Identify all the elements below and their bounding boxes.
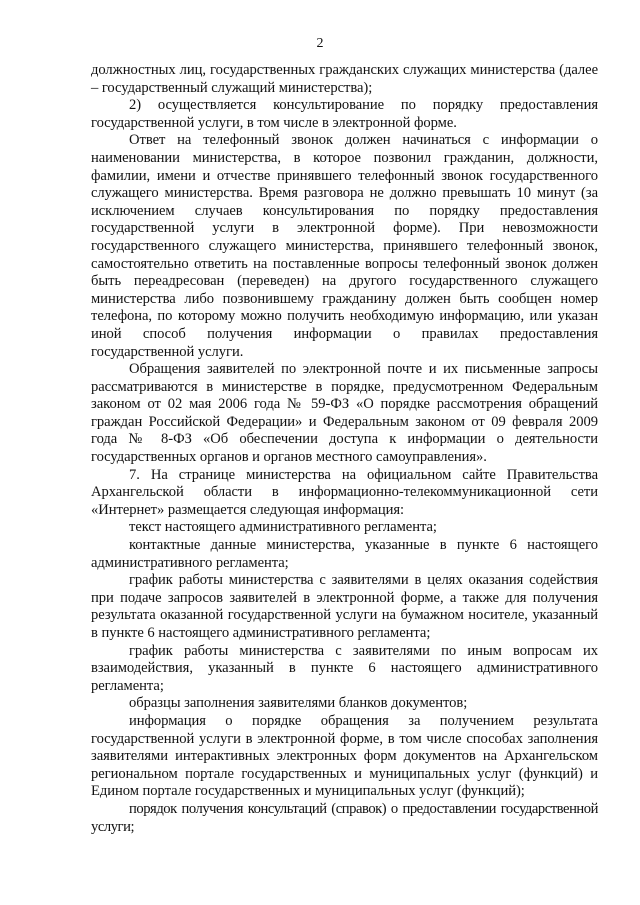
list-item-contact-data: контактные данные министерства, указанные в пункте 6 настоящего административного регламента; bbox=[91, 537, 598, 571]
list-item-form-samples: образцы заполнения заявителями бланков документов; bbox=[129, 695, 468, 712]
list-item-electronic-procedure: информация о порядке обращения за получением результата государственной услуги в электронной форме, в том числе способах заполнения заявителями интерактивных электронных форм документов на Архангельском региональном портале государственных и муниципальных услуг (функций) и Едином портале государственных и муниципальных услуг (функций); bbox=[91, 712, 598, 800]
paragraph-email-requests: Обращения заявителей по электронной почте и их письменные запросы рассматриваются в министерстве в порядке, предусмотренном Федеральным законом от 02 мая 2006 года № 59-ФЗ «О порядке рассмотрения обращений граждан Российской Федерации» и Федеральным законом от 09 февраля 2009 года № 8-ФЗ «Об обеспечении доступа к информации о деятельности государственных органов и органов местного самоуправления». bbox=[91, 361, 598, 466]
paragraph-consultation: 2) осуществляется консультирование по порядку предоставления государственной услуги, в том числе в электронной форме. bbox=[91, 97, 598, 131]
list-item-regulation-text: текст настоящего административного регламента; bbox=[129, 519, 437, 536]
paragraph-phone-call-rules: Ответ на телефонный звонок должен начинаться с информации о наименовании министерства, в которое позвонил гражданин, должности, фамилии, имени и отчестве принявшего телефонный звонок государственного служащего министерства. Время разговора не должно превышать 10 минут (за исключением случаев консультирования по порядку предоставления государственной услуги в электронной форме). При невозможности государственного служащего министерства, принявшего телефонный звонок, самостоятельно ответить на поставленные вопросы телефонный звонок должен быть переадресован (переведен) на другого государственного служащего министерства либо позвонившему гражданину должен быть сообщен номер телефона, по которому можно получить необходимую информацию, или указан иной способ получения информации о правилах предоставления государственной услуги. bbox=[91, 132, 598, 360]
paragraph-officials-continuation: должностных лиц, государственных гражданских служащих министерства (далее – государственный служащий министерства); bbox=[91, 62, 598, 96]
list-item-schedule-other: график работы министерства с заявителями по иным вопросам их взаимодействия, указанный в пункте 6 настоящего административного регламента; bbox=[91, 642, 598, 694]
paragraph-item-7-intro: 7. На странице министерства на официальном сайте Правительства Архангельской области в информационно-телекоммуникационной сети «Интернет» размещается следующая информация: bbox=[91, 466, 598, 518]
list-item-consultation-procedure: порядок получения консультаций (справок) о предоставлении государственной услуги; bbox=[91, 800, 598, 835]
page-number: 2 bbox=[316, 36, 324, 51]
document-body bbox=[91, 62, 598, 836]
list-item-schedule-electronic: график работы министерства с заявителями в целях оказания содействия при подаче запросов заявителей в электронной форме, а также для получения результата оказанной государственной услуги на бумажном носителе, указанный в пункте 6 настоящего административного регламента; bbox=[91, 572, 598, 641]
